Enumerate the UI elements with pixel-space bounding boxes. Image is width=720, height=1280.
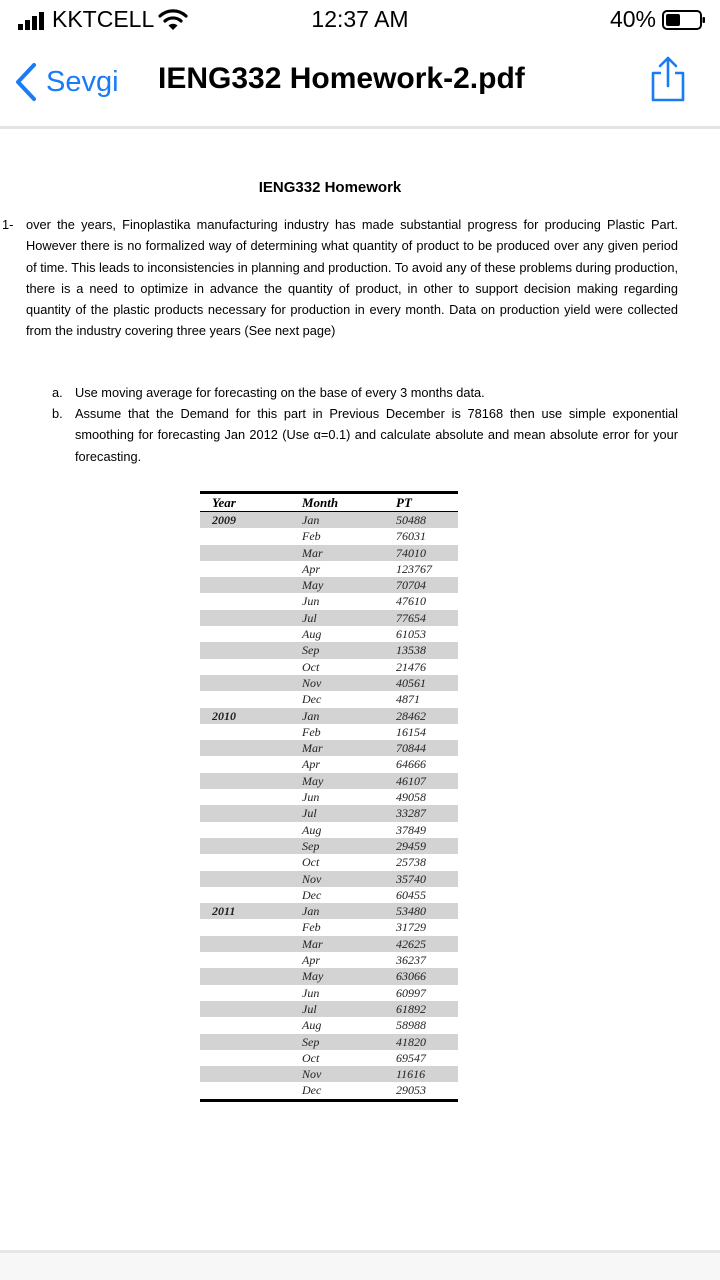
table-row [200, 1034, 458, 1050]
table-row [200, 871, 458, 887]
pt-cell: 35740 [396, 871, 426, 886]
pt-cell: 74010 [396, 545, 426, 560]
table-row [200, 691, 458, 707]
table-row [200, 659, 458, 675]
table-row [200, 528, 458, 544]
month-cell: Sep [302, 643, 320, 658]
month-cell: Jul [302, 1001, 317, 1016]
table-row [200, 610, 458, 626]
battery-percent: 40% [609, 6, 656, 32]
bottom-bar [0, 1253, 720, 1280]
month-cell: Jul [302, 610, 317, 625]
pt-cell: 123767 [396, 561, 432, 576]
table-row [200, 985, 458, 1001]
month-cell: Jan [302, 708, 320, 723]
pt-cell: 41820 [396, 1034, 426, 1049]
header-year: Year [212, 495, 236, 510]
table-row [200, 887, 458, 903]
pt-cell: 4871 [396, 692, 420, 707]
month-cell: May [302, 578, 324, 593]
month-cell: Jul [302, 806, 317, 821]
pt-cell: 60455 [396, 887, 426, 902]
table-row [200, 642, 458, 658]
pt-cell: 36237 [396, 953, 426, 968]
table-row [200, 1050, 458, 1066]
table-row [200, 1066, 458, 1082]
table-row [200, 593, 458, 609]
header-month: Month [302, 495, 339, 510]
month-cell: Nov [302, 675, 322, 690]
month-cell: Mar [302, 936, 323, 951]
month-cell: Aug [302, 1018, 322, 1033]
item-b-mark: b. [52, 406, 63, 421]
item-a-mark: a. [52, 385, 63, 400]
month-cell: Apr [302, 561, 320, 576]
table-row [200, 952, 458, 968]
table-row [200, 1082, 458, 1098]
table-row [200, 1001, 458, 1017]
month-cell: May [302, 773, 324, 788]
pt-cell: 58988 [396, 1018, 426, 1033]
month-cell: Aug [302, 627, 322, 642]
pt-cell: 60997 [396, 985, 426, 1000]
pt-cell: 42625 [396, 936, 426, 951]
table-row [200, 545, 458, 561]
pt-cell: 69547 [396, 1050, 426, 1065]
month-cell: Nov [302, 871, 322, 886]
month-cell: Feb [302, 529, 321, 544]
table-row [200, 838, 458, 854]
back-button[interactable] [14, 60, 119, 104]
table-row [200, 577, 458, 593]
pt-cell: 70704 [396, 578, 426, 593]
month-cell: Feb [302, 920, 321, 935]
pt-cell: 16154 [396, 724, 426, 739]
pt-cell: 37849 [396, 822, 426, 837]
pt-cell: 31729 [396, 920, 426, 935]
production-table [200, 491, 458, 1102]
month-cell: Mar [302, 545, 323, 560]
table-row [200, 773, 458, 789]
month-cell: Sep [302, 838, 320, 853]
month-cell: Jun [302, 790, 320, 805]
table-row [200, 626, 458, 642]
pt-cell: 33287 [396, 806, 426, 821]
year-cell: 2009 [212, 513, 236, 527]
status-time: 12:37 AM [311, 6, 409, 32]
pt-cell: 61053 [396, 627, 426, 642]
month-cell: Aug [302, 822, 322, 837]
month-cell: Nov [302, 1067, 322, 1082]
table-row [200, 919, 458, 935]
month-cell: Dec [302, 692, 322, 707]
table-bottom-rule [200, 1099, 458, 1102]
pt-cell: 47610 [396, 594, 426, 609]
document-title: IENG332 Homework-2.pdf [158, 62, 525, 95]
pt-cell: 50488 [396, 513, 426, 527]
pt-cell: 46107 [396, 773, 426, 788]
pt-cell: 40561 [396, 675, 426, 690]
table-row [200, 936, 458, 952]
pt-cell: 28462 [396, 708, 426, 723]
table-row [200, 822, 458, 838]
chevron-left-icon [14, 62, 38, 102]
table-row [200, 1017, 458, 1033]
table-row [200, 968, 458, 984]
pt-cell: 53480 [396, 904, 426, 919]
table-row [200, 789, 458, 805]
question-paragraph: over the years, Finoplastika manufacturing industry has made substantial progress for producing Plastic Part. However there is no formalized way of determining what quantity of product to be produced over any given period of time. This leads to inconsistencies in planning and production. To avoid any of these problems during production, there is a need to optimize in advance the quantity of product, in other to support decision making regarding quantity of the plastic products necessary for production in every month. Data on production yield were collected from the industry covering three years (See next page) [26, 217, 678, 339]
pt-cell: 77654 [396, 610, 426, 625]
month-cell: Dec [302, 887, 322, 902]
month-cell: May [302, 969, 324, 984]
pt-cell: 61892 [396, 1001, 426, 1016]
month-cell: Oct [302, 1050, 320, 1065]
back-label: Sevgi [46, 65, 119, 98]
table-body [200, 512, 458, 1099]
table-header [200, 494, 458, 511]
pt-cell: 76031 [396, 529, 426, 544]
carrier-name: KKTCELL [52, 6, 155, 32]
pt-cell: 63066 [396, 969, 426, 984]
month-cell: Feb [302, 724, 321, 739]
item-a-text: Use moving average for forecasting on the base of every 3 months data. [75, 385, 485, 400]
pt-cell: 11616 [396, 1067, 426, 1082]
question-number: 1- [2, 217, 14, 232]
header-pt: PT [396, 495, 412, 510]
month-cell: Jun [302, 985, 320, 1000]
month-cell: Jan [302, 513, 320, 527]
month-cell: Oct [302, 659, 320, 674]
table-row [200, 854, 458, 870]
table-row [200, 708, 458, 724]
pt-cell: 29459 [396, 838, 426, 853]
table-row [200, 903, 458, 919]
table-row [200, 805, 458, 821]
table-row [200, 561, 458, 577]
month-cell: Mar [302, 741, 323, 756]
pt-cell: 25738 [396, 855, 426, 870]
pt-cell: 49058 [396, 790, 426, 805]
pt-cell: 29053 [396, 1083, 426, 1098]
month-cell: Apr [302, 953, 320, 968]
item-b-text: Assume that the Demand for this part in Previous December is 78168 then use simple exponential smoothing for forecasting Jan 2012 (Use α=0.1) and calculate absolute and mean absolute error for your forecasting. [75, 406, 678, 464]
month-cell: Oct [302, 855, 320, 870]
battery-icon [662, 10, 706, 30]
table-row [200, 512, 458, 528]
month-cell: Apr [302, 757, 320, 772]
table-row [200, 740, 458, 756]
year-cell: 2010 [212, 708, 236, 723]
pt-cell: 64666 [396, 757, 426, 772]
month-cell: Jun [302, 594, 320, 609]
month-cell: Sep [302, 1034, 320, 1049]
pt-cell: 70844 [396, 741, 426, 756]
month-cell: Dec [302, 1083, 322, 1098]
share-icon[interactable] [648, 54, 688, 104]
status-bar [0, 0, 720, 42]
pt-cell: 21476 [396, 659, 426, 674]
table-row [200, 756, 458, 772]
table-row [200, 675, 458, 691]
nav-bar [0, 42, 720, 126]
year-cell: 2011 [212, 904, 236, 919]
pt-cell: 13538 [396, 643, 426, 658]
homework-title: IENG332 Homework [258, 179, 402, 196]
month-cell: Jan [302, 904, 320, 919]
table-row [200, 724, 458, 740]
pdf-page[interactable] [0, 129, 720, 1249]
